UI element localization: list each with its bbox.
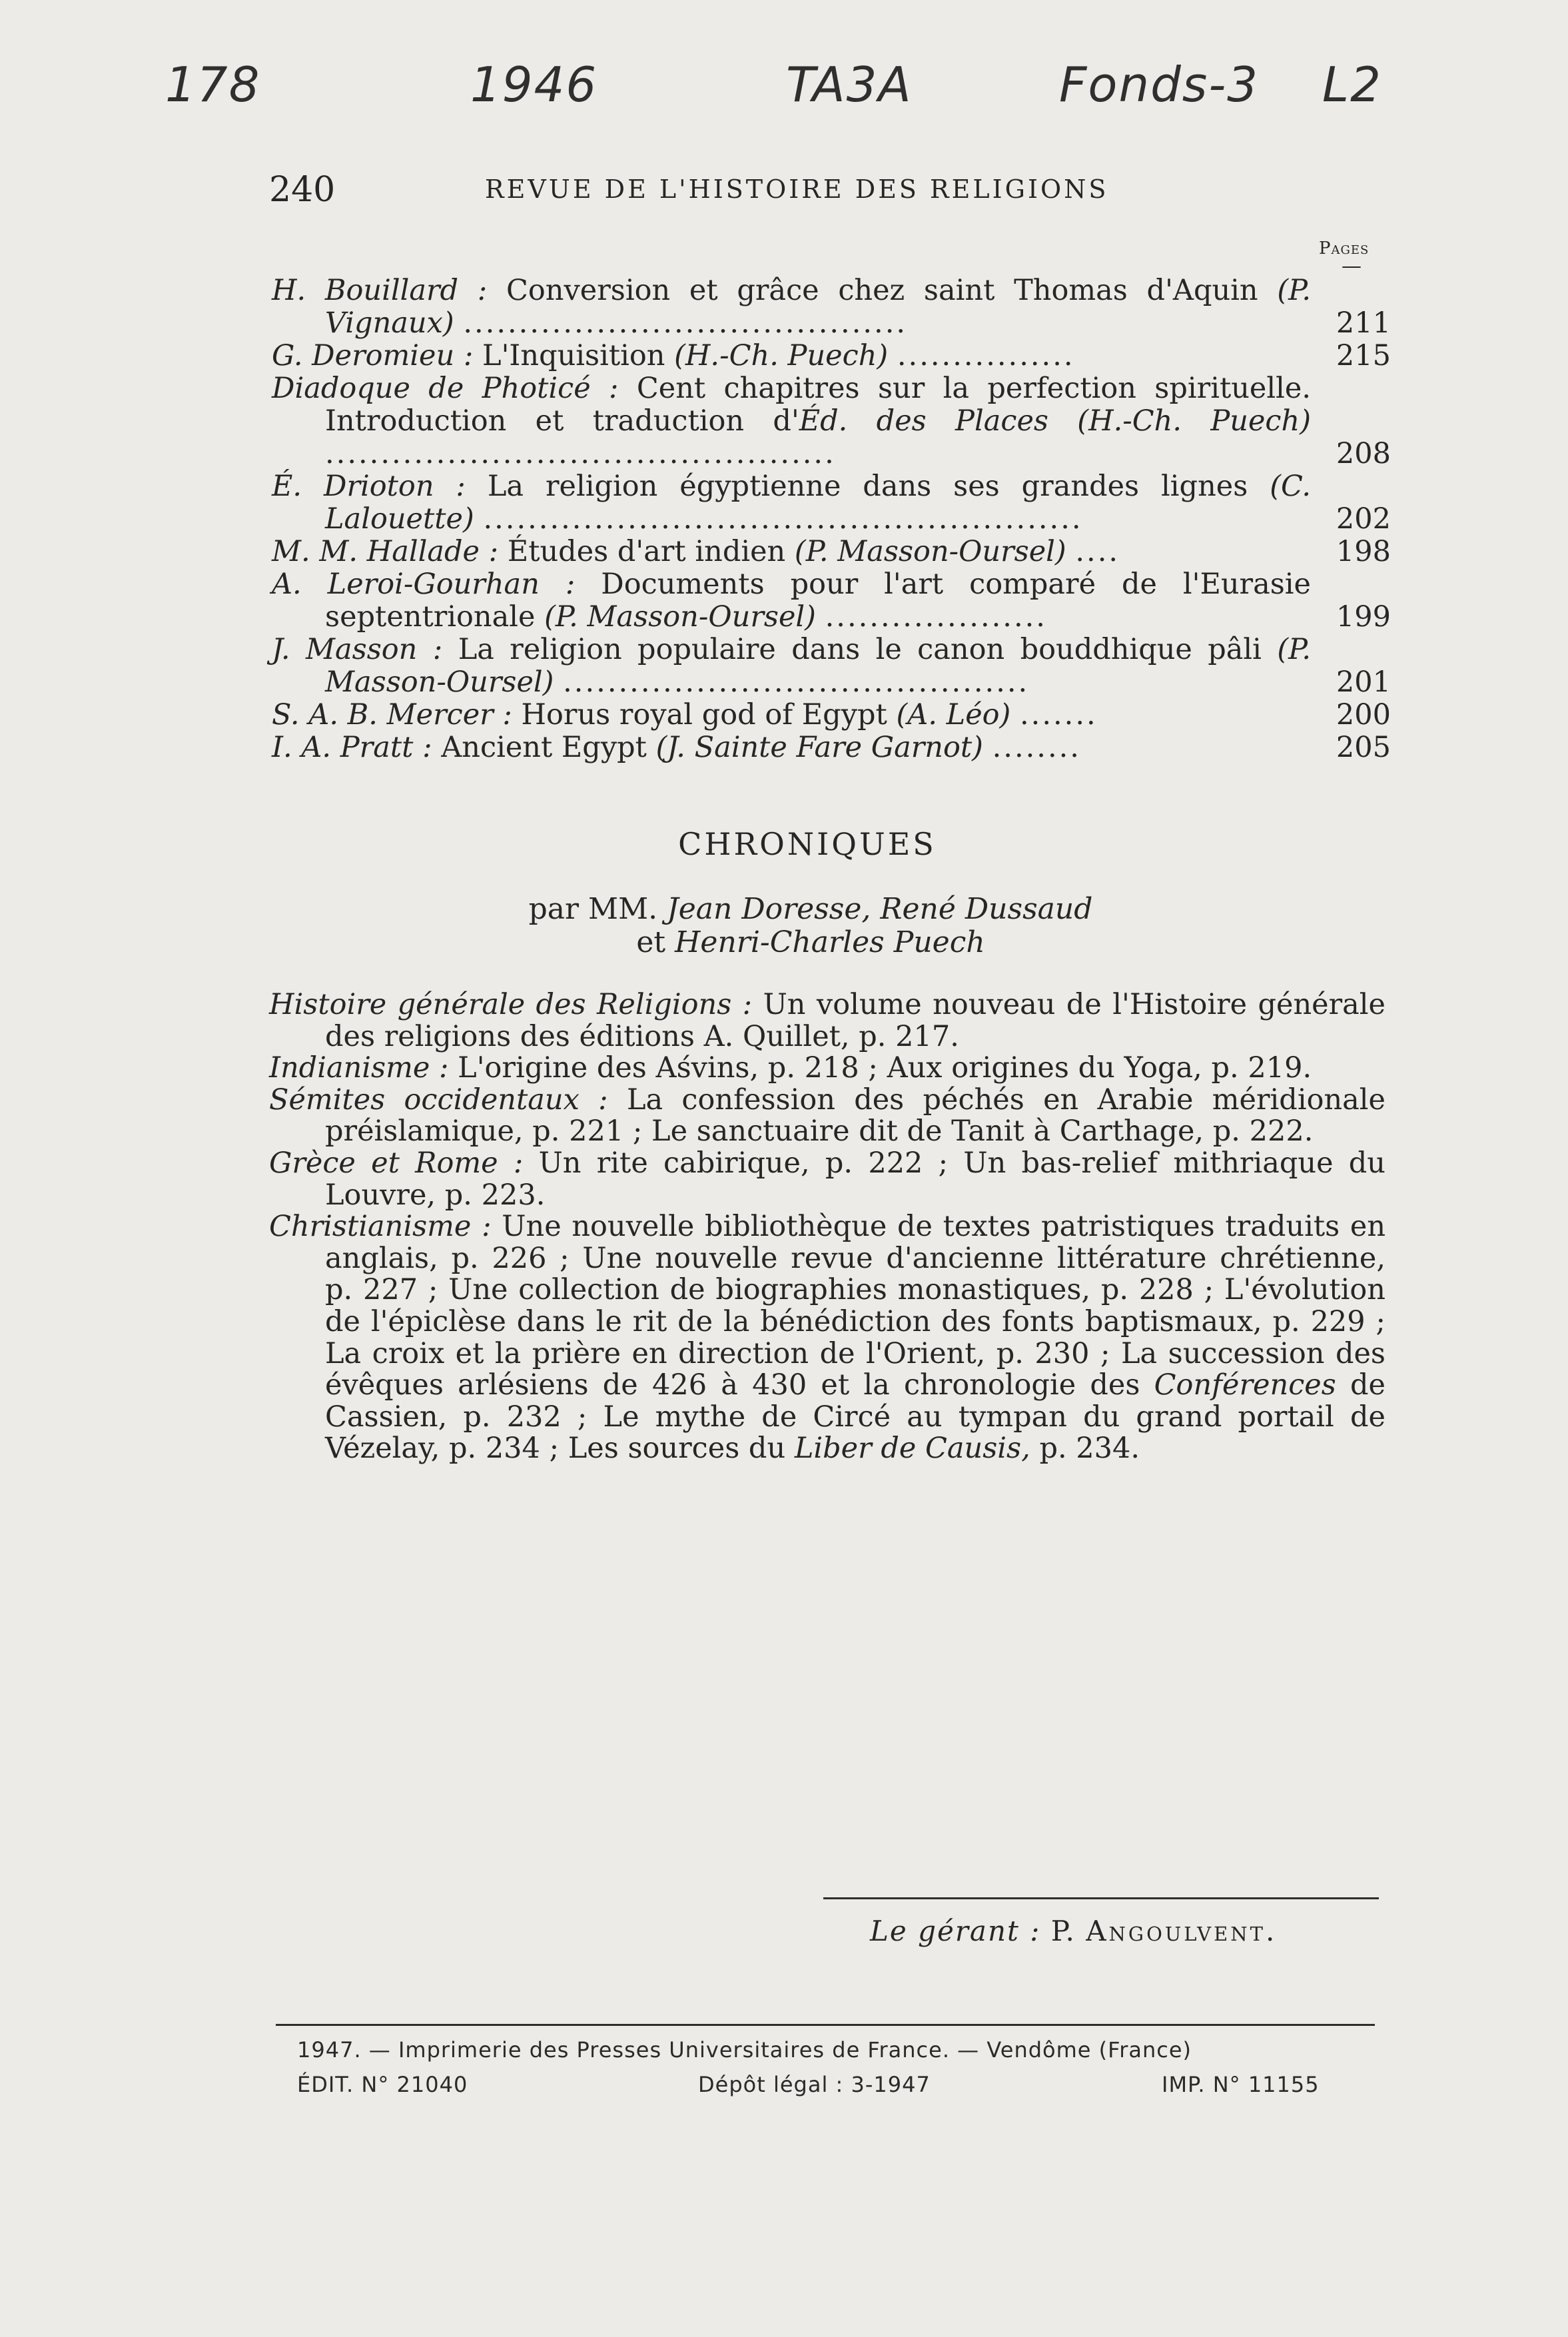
toc-entry: S. A. B. Mercer : Horus royal god of Egypt (A. Léo) ....... 200 (272, 698, 1391, 731)
running-head: REVUE DE L'HISTOIRE DES RELIGIONS (485, 175, 1109, 204)
toc-page: 211 (1336, 306, 1391, 340)
toc-entry: G. Deromieu : L'Inquisition (H.-Ch. Puech) ................ 215 (272, 339, 1391, 372)
imprint-depot-legal: Dépôt légal : 3-1947 (698, 2072, 931, 2097)
toc-page: 201 (1336, 666, 1391, 699)
gerant-name: Angoulvent. (1086, 1915, 1278, 1947)
toc-title-italic: Éd. des Places (799, 404, 1048, 438)
authors-et: et (636, 925, 666, 959)
toc-reviewer: (A. Léo) (896, 698, 1011, 731)
toc-author: J. Masson : (272, 633, 443, 666)
toc-entry: H. Bouillard : Conversion et grâce chez saint Thomas d'Aquin (P. Vignaux) ........................................ 211 (272, 274, 1391, 340)
chronique-text: de Cassien, p. 232 ; Le mythe de Circé au tympan du grand portail de Vézelay, p. 234 ; Les sources du (325, 1368, 1386, 1466)
gerant-label: Le gérant : (870, 1915, 1041, 1947)
chronique-text: Une nouvelle bibliothèque de textes patristiques traduits en anglais, p. 226 ; Une nouvelle revue d'ancienne littérature chrétienne, p. 227 ; Une collection de biographies monastiques, p. 228 ; L'évolution de l'épiclèse dans le rit de la bénédiction des fonts baptismaux, p. 229 ; La croix et la prière en direction de l'Orient, p. 230 ; La succession des évêques arlésiens de 426 à 430 et la chronologie des (325, 1210, 1386, 1402)
gerant-initial: P. (1050, 1915, 1076, 1947)
toc-entry: I. A. Pratt : Ancient Egypt (J. Sainte Fare Garnot) ........ 205 (272, 731, 1391, 764)
section-heading-chroniques: CHRONIQUES (678, 826, 937, 862)
toc-entry: Diadoque de Photicé : Cent chapitres sur la perfection spirituelle. Introduction et traduction d'Éd. des Places (H.-Ch. Puech) .............................................. 208 (272, 372, 1391, 470)
toc-entry: A. Leroi-Gourhan : Documents pour l'art comparé de l'Eurasie septentrionale (P. Masson-Oursel) .................... 199 (272, 568, 1391, 634)
chroniques-authors-line1 (0, 893, 1568, 926)
toc-page: 202 (1336, 502, 1391, 536)
chroniques-authors-line2 (0, 926, 1568, 959)
toc-list (272, 274, 1391, 764)
imprint-edit-number: ÉDIT. N° 21040 (297, 2072, 468, 2097)
chronique-section: Sémites occidentaux : (269, 1083, 608, 1117)
chronique-text: p. 234. (1039, 1432, 1140, 1466)
toc-title: Conversion et grâce chez saint Thomas d'Aquin (506, 274, 1258, 307)
chronique-item-christianisme (269, 1211, 1385, 1465)
chronique-text: Un volume nouveau de l'Histoire générale des religions des éditions A. Quillet, p. 217. (325, 988, 1386, 1053)
toc-author: A. Leroi-Gourhan : (272, 568, 576, 601)
page-number: 240 (269, 170, 336, 210)
toc-author: M. M. Hallade : (272, 535, 499, 568)
toc-reviewer: (H.-Ch. Puech) (674, 339, 889, 372)
toc-reviewer: (P. Masson-Oursel) (325, 633, 1312, 699)
toc-author: Diadoque de Photicé : (272, 372, 619, 405)
toc-page: 205 (1336, 731, 1391, 764)
chronique-text: Un rite cabirique, p. 222 ; Un bas-relief mithriaque du Louvre, p. 223. (325, 1146, 1385, 1212)
chronique-italic-title: Conférences (1154, 1368, 1336, 1402)
imprint-imp-number: IMP. N° 11155 (1162, 2072, 1320, 2097)
chronique-italic-title: Liber de Causis, (794, 1432, 1030, 1466)
pages-column-dash: — (1342, 254, 1362, 278)
handwritten-note-left: 178 (165, 57, 261, 113)
toc-title: L'Inquisition (482, 339, 665, 372)
toc-title: Horus royal god of Egypt (521, 698, 887, 731)
chronique-text: L'origine des Aśvins, p. 218 ; Aux origines du Yoga, p. 219. (458, 1051, 1312, 1085)
chronique-item (269, 1148, 1385, 1211)
toc-author: H. Bouillard : (272, 274, 488, 307)
toc-title: Ancient Egypt (441, 731, 647, 764)
chronique-section: Christianisme : (269, 1210, 492, 1244)
toc-entry: É. Drioton : La religion égyptienne dans ses grandes lignes (C. Lalouette) ...................................................... 202 (272, 470, 1391, 536)
toc-author: G. Deromieu : (272, 339, 474, 372)
handwritten-note-call: TA3A (786, 57, 913, 113)
toc-title: La religion égyptienne dans ses grandes lignes (487, 470, 1248, 503)
toc-page: 208 (1336, 437, 1391, 470)
toc-reviewer: (C. Lalouette) (325, 470, 1312, 536)
chronique-item (269, 989, 1385, 1053)
toc-reviewer: (P. Vignaux) (325, 274, 1312, 340)
chronique-item (269, 1053, 1385, 1085)
toc-page: 215 (1336, 339, 1391, 372)
toc-entry: J. Masson : La religion populaire dans le canon bouddhique pâli (P. Masson-Oursel) .......................................... 201 (272, 633, 1391, 699)
toc-entry: M. M. Hallade : Études d'art indien (P. Masson-Oursel) .... 198 (272, 535, 1391, 568)
authors-line1: Jean Doresse, René Dussaud (667, 892, 1093, 926)
toc-reviewer: (J. Sainte Fare Garnot) (655, 731, 983, 764)
chronique-item (269, 1085, 1385, 1148)
par-prefix: par MM. (528, 892, 658, 926)
chronique-section: Grèce et Rome : (269, 1146, 524, 1180)
toc-title: Documents pour l'art comparé de l'Eurasie septentrionale (325, 568, 1311, 634)
toc-author: S. A. B. Mercer : (272, 698, 512, 731)
imprint-rule (276, 2024, 1375, 2026)
toc-reviewer: (P. Masson-Oursel) (544, 600, 816, 634)
chroniques-list (269, 989, 1385, 1465)
gerant-rule (823, 1897, 1379, 1899)
toc-reviewer: (H.-Ch. Puech) (1077, 404, 1311, 438)
toc-reviewer: (P. Masson-Oursel) (794, 535, 1066, 568)
toc-author: É. Drioton : (272, 470, 466, 503)
handwritten-note-year: 1946 (470, 57, 598, 113)
imprint-line1: 1947. — Imprimerie des Presses Universitaires de France. — Vendôme (France) (297, 2037, 1192, 2063)
chronique-section: Histoire générale des Religions : (269, 988, 753, 1021)
chronique-text: La confession des péchés en Arabie méridionale préislamique, p. 221 ; Le sanctuaire dit de Tanit à Carthage, p. 222. (325, 1083, 1386, 1149)
handwritten-note-ref: Fonds-3 (1059, 57, 1260, 113)
toc-page: 198 (1336, 535, 1391, 568)
handwritten-note-right: L2 (1322, 57, 1382, 113)
chronique-section: Indianisme : (269, 1051, 449, 1085)
toc-author: I. A. Pratt : (272, 731, 432, 764)
toc-page: 199 (1336, 600, 1391, 634)
gerant-line (870, 1915, 1277, 1947)
toc-title: La religion populaire dans le canon bouddhique pâli (458, 633, 1262, 666)
toc-title: Cent chapitres sur la perfection spirituelle. Introduction et traduction d' (325, 372, 1311, 438)
toc-page: 200 (1336, 698, 1391, 731)
authors-line2: Henri-Charles Puech (675, 925, 985, 959)
toc-title: Études d'art indien (507, 535, 786, 568)
pages-column-label: Pages (1319, 238, 1370, 258)
